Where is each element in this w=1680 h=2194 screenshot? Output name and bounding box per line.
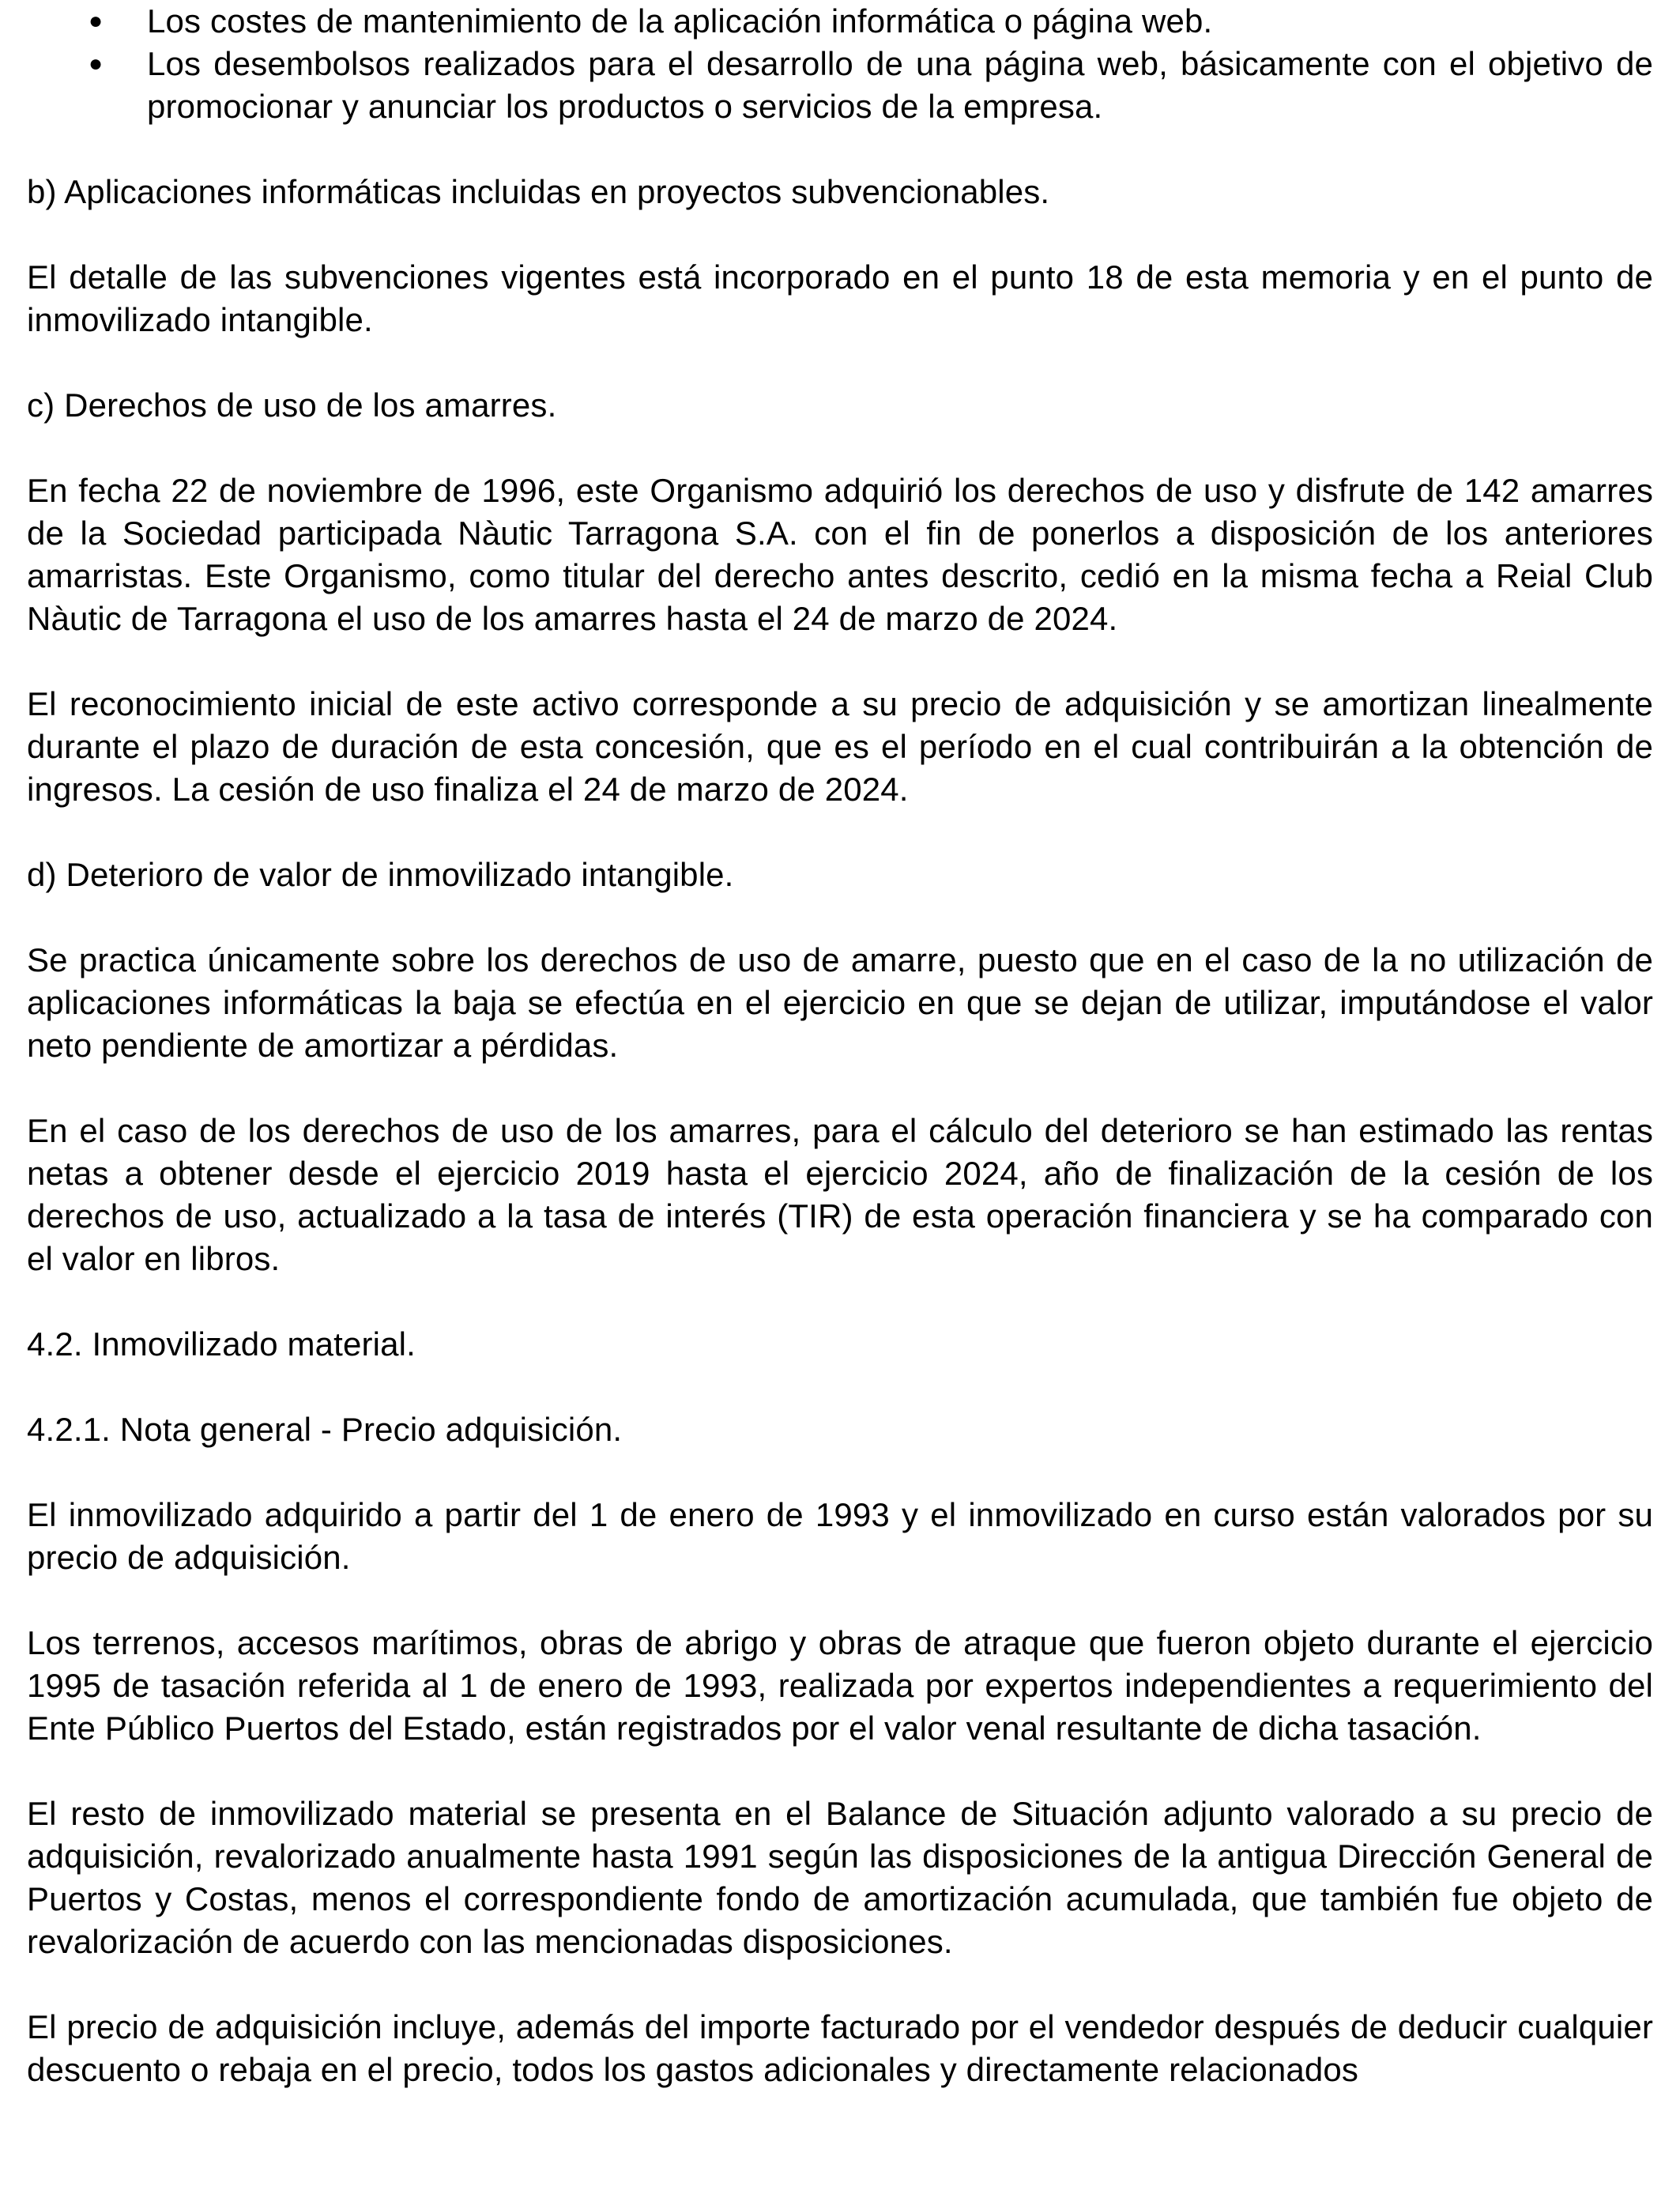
- subsection-heading-b: b) Aplicaciones informáticas incluidas en proyectos subvencionables.: [27, 173, 1050, 210]
- paragraph: El reconocimiento inicial de este activo corresponde a su precio de adquisición y se amortizan linealmente durante el plazo de duración de esta concesión, que es el período en el cual contribuirán a la obtención de ingresos. La cesión de uso finaliza el 24 de marzo de 2024.: [27, 685, 1653, 808]
- paragraph: Se practica únicamente sobre los derechos de uso de amarre, puesto que en el caso de la no utilización de aplicaciones informáticas la baja se efectúa en el ejercicio en que se dejan de utilizar, imputándose el valor neto pendiente de amortizar a pérdidas.: [27, 941, 1653, 1064]
- paragraph: Los terrenos, accesos marítimos, obras de abrigo y obras de atraque que fueron objeto durante el ejercicio 1995 de tasación referida al 1 de enero de 1993, realizada por expertos independientes a requerimiento del Ente Público Puertos del Estado, están registrados por el valor venal resultante de dicha tasación.: [27, 1624, 1653, 1747]
- bullet-list: [27, 0, 1653, 128]
- section-heading-4-2: 4.2. Inmovilizado material.: [27, 1325, 416, 1363]
- paragraph: El resto de inmovilizado material se presenta en el Balance de Situación adjunto valorado a su precio de adquisición, revalorizado anualmente hasta 1991 según las disposiciones de la antigua Dirección General de Puertos y Costas, menos el correspondiente fondo de amortización acumulada, que también fue objeto de revalorización de acuerdo con las mencionadas disposiciones.: [27, 1795, 1653, 1960]
- paragraph: En el caso de los derechos de uso de los amarres, para el cálculo del deterioro se han estimado las rentas netas a obtener desde el ejercicio 2019 hasta el ejercicio 2024, año de finalización de la cesión de los derechos de uso, actualizado a la tasa de interés (TIR) de esta operación financiera y se ha comparado con el valor en libros.: [27, 1112, 1653, 1277]
- subsection-heading-c: c) Derechos de uso de los amarres.: [27, 386, 557, 424]
- paragraph: El inmovilizado adquirido a partir del 1 de enero de 1993 y el inmovilizado en curso están valorados por su precio de adquisición.: [27, 1496, 1653, 1576]
- subsection-heading-d: d) Deterioro de valor de inmovilizado intangible.: [27, 856, 734, 893]
- document-page: [27, 0, 1653, 2091]
- list-item-text: Los costes de mantenimiento de la aplicación informática o página web.: [147, 2, 1213, 40]
- section-heading-4-2-1: 4.2.1. Nota general - Precio adquisición.: [27, 1411, 623, 1448]
- bullet-icon: ●: [89, 51, 104, 77]
- paragraph: El detalle de las subvenciones vigentes está incorporado en el punto 18 de esta memoria y en el punto de inmovilizado intangible.: [27, 258, 1653, 338]
- list-item-text: Los desembolsos realizados para el desarrollo de una página web, básicamente con el objetivo de promocionar y anunciar los productos o servicios de la empresa.: [147, 45, 1653, 125]
- paragraph: El precio de adquisición incluye, además del importe facturado por el vendedor después de deducir cualquier descuento o rebaja en el precio, todos los gastos adicionales y directamente relacionados: [27, 2008, 1653, 2088]
- bullet-icon: ●: [89, 8, 104, 34]
- list-item: [27, 0, 1653, 43]
- paragraph: En fecha 22 de noviembre de 1996, este Organismo adquirió los derechos de uso y disfrute de 142 amarres de la Sociedad participada Nàutic Tarragona S.A. con el fin de ponerlos a disposición de los anteriores amarristas. Este Organismo, como titular del derecho antes descrito, cedió en la misma fecha a Reial Club Nàutic de Tarragona el uso de los amarres hasta el 24 de marzo de 2024.: [27, 472, 1653, 637]
- list-item: [27, 43, 1653, 128]
